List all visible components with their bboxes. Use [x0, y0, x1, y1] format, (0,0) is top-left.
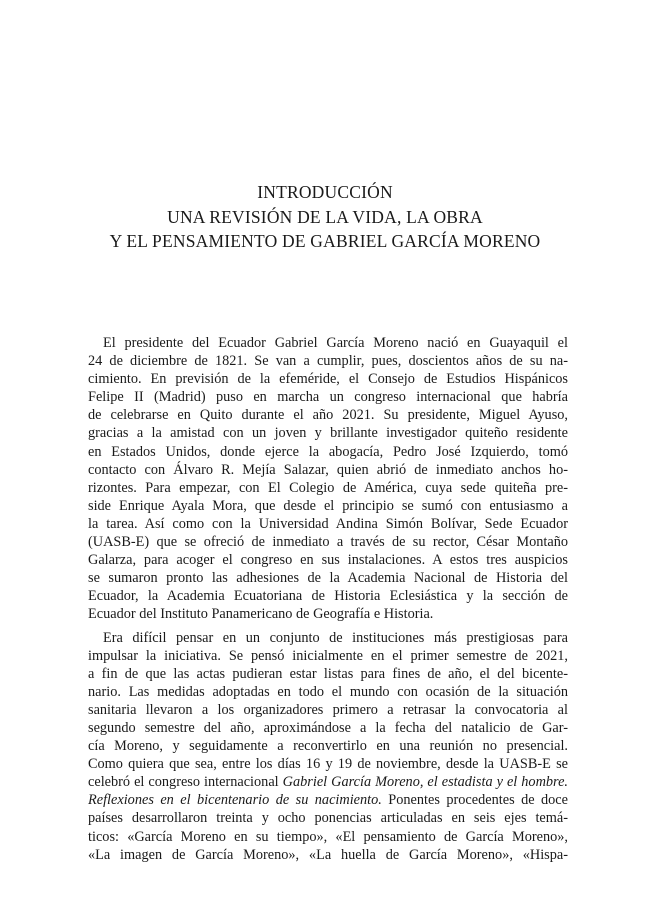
paragraph-1-line: de celebrarse en Quito durante el año 2021. Su presidente, Miguel Ayuso, — [88, 407, 568, 424]
body-text — [88, 334, 568, 864]
paragraph-2-line: sanitaria llevaron a los organizadores primero a retrasar la convocatoria al — [88, 701, 568, 718]
paragraph-2-line: a fin de que las actas pudieran estar listas para fines de año, el del bicente- — [88, 665, 568, 682]
paragraph-1-line: 24 de diciembre de 1821. Se van a cumplir, pues, doscientos años de su na- — [88, 353, 568, 370]
heading-line-3: Y EL PENSAMIENTO DE GABRIEL GARCÍA MORENO — [109, 231, 541, 251]
paragraph-2-line: cía Moreno, y seguidamente a reconvertirlo en una reunión no presencial. — [88, 738, 568, 755]
paragraph-2-line: Era difícil pensar en un conjunto de instituciones más prestigiosas para — [103, 629, 568, 646]
paragraph-2-line: segundo semestre del año, aproximándose a la fecha del natalicio de Gar- — [88, 719, 568, 736]
congress-title-italic: Gabriel García Moreno, el estadista y el hombre. — [282, 774, 568, 791]
paragraph-1-line: gracias a la amistad con un joven y brillante investigador quiteño residente — [88, 425, 568, 442]
paragraph-1-line: se sumaron pronto las adhesiones de la Academia Nacional de Historia del — [88, 570, 568, 587]
line-text: Ponentes procedentes de doce — [381, 792, 568, 809]
paragraph-2-line-with-subtitle — [88, 791, 568, 809]
paragraph-2-line: ticos: «García Moreno en su tiempo», «El pensamiento de García Moreno», — [88, 828, 568, 845]
paragraph-1-line: Ecuador del Instituto Panamericano de Geografía e Historia. — [88, 606, 434, 623]
paragraph-1-line: Ecuador, la Academia Ecuatoriana de Historia Eclesiástica y la sección de — [88, 588, 568, 605]
congress-subtitle-italic: Reflexiones en el bicentenario de su nacimiento. — [88, 792, 382, 809]
paragraph-1-line: rizontes. Para empezar, con El Colegio de América, cuya sede quiteña pre- — [88, 479, 568, 496]
paragraph-1-line: side Enrique Ayala Mora, que desde el principio se sumó con entusiasmo a — [88, 497, 568, 514]
paragraph-1-line: Galarza, para acoger el congreso en sus instalaciones. A estos tres auspicios — [88, 552, 568, 569]
paragraph-2-line: Como quiera que sea, entre los días 16 y 19 de noviembre, desde la UASB-E se — [88, 756, 568, 773]
heading-line-2: UNA REVISIÓN DE LA VIDA, LA OBRA — [167, 206, 483, 227]
line-text: celebró el congreso internacional — [88, 774, 283, 791]
heading-line-1: INTRODUCCIÓN — [257, 182, 393, 202]
paragraph-1-line: contacto con Álvaro R. Mejía Salazar, quien abrió de inmediato anchos ho- — [88, 461, 568, 478]
paragraph-2-line: países desarrollaron treinta y ocho ponencias articuladas en seis ejes temá- — [88, 810, 568, 827]
paragraph-2-line-with-title — [88, 773, 568, 791]
paragraph-1-line: cimiento. En previsión de la efeméride, el Consejo de Estudios Hispánicos — [88, 371, 568, 388]
chapter-heading — [60, 180, 590, 254]
paragraph-2-line: nario. Las medidas adoptadas en todo el mundo con ocasión de la situación — [88, 683, 568, 700]
paragraph-1-line: Felipe II (Madrid) puso en marcha un congreso internacional que habría — [88, 389, 568, 406]
paragraph-1-line: (UASB-E) que se ofreció de inmediato a través de su rector, César Montaño — [88, 534, 568, 551]
paragraph-2-line: impulsar la iniciativa. Se pensó inicialmente en el primer semestre de 2021, — [88, 647, 568, 664]
paragraph-2-line: «La imagen de García Moreno», «La huella de García Moreno», «Hispa- — [88, 846, 568, 863]
paragraph-1-line: la tarea. Así como con la Universidad Andina Simón Bolívar, Sede Ecuador — [88, 515, 568, 532]
paragraph-1-line: en Estados Unidos, donde ejerce la abogacía, Pedro José Izquierdo, tomó — [88, 443, 568, 460]
paragraph-1-line: El presidente del Ecuador Gabriel García Moreno nació en Guayaquil el — [103, 335, 568, 351]
